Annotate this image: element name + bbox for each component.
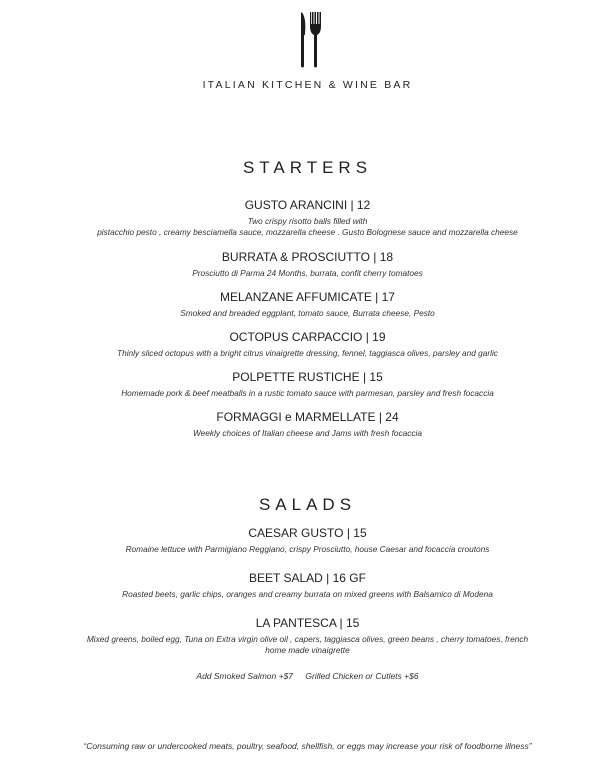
menu-item-name: FORMAGGI e MARMELLATE | 24 [216, 410, 399, 424]
menu-item-description-line: home made vinaigrette [265, 645, 350, 655]
menu-item-name: OCTOPUS CARPACCIO | 19 [229, 330, 386, 344]
menu-item-description-line: Mixed greens, boiled egg, Tuna on Extra virgin olive oil , capers, taggiasca olives, green beans , cherry tomatoes, french [86, 634, 529, 644]
menu-item [20, 290, 595, 319]
menu-item [20, 616, 595, 656]
menu-item [20, 330, 595, 359]
menu-item-name: LA PANTESCA | 15 [255, 616, 360, 630]
salad-addons [0, 671, 615, 681]
menu-item-description: Romaine lettuce with Parmigiano Reggiano, crispy Prosciutto, house Caesar and focaccia croutons [125, 544, 490, 554]
menu-item-description: Roasted beets, garlic chips, oranges and creamy burrata on mixed greens with Balsamico di Modena [122, 589, 493, 599]
menu-item [20, 571, 595, 600]
menu-item-description [20, 216, 595, 238]
menu-item-name: POLPETTE RUSTICHE | 15 [232, 370, 383, 384]
restaurant-tagline: ITALIAN KITCHEN & WINE BAR [202, 79, 413, 91]
menu-item-description: Weekly choices of Italian cheese and Jams with fresh focaccia [192, 428, 423, 438]
menu-item [20, 526, 595, 555]
menu-item-name: BURRATA & PROSCIUTTO | 18 [221, 250, 394, 264]
menu-item-description [20, 634, 595, 656]
food-safety-disclaimer: “Consuming raw or undercooked meats, poultry, seafood, shellfish, or eggs may increase your risk of foodborne illness” [83, 741, 532, 751]
menu-item [20, 370, 595, 399]
menu-item-name: BEET SALAD | 16 GF [249, 571, 366, 585]
starters-heading: STARTERS [242, 158, 373, 177]
menu-item [20, 198, 595, 238]
menu-item-description: Homemade pork & beef meatballs in a rustic tomato sauce with parmesan, parsley and fresh focaccia [121, 388, 494, 398]
menu-item-description: Thinly sliced octopus with a bright citrus vinaigrette dressing, fennel, taggiasca olives, parsley and garlic [117, 348, 498, 358]
addon-salmon: Add Smoked Salmon +$7 [196, 671, 294, 681]
menu-item-name: MELANZANE AFFUMICATE | 17 [220, 290, 395, 304]
salads-heading: SALADS [258, 495, 357, 514]
menu-item-description-line: pistacchio pesto , creamy besciamella sauce, mozzarella cheese . Gusto Bolognese sauce and mozzarella cheese [97, 227, 518, 237]
knife-fork-logo-icon [292, 10, 324, 70]
menu-item [20, 250, 595, 279]
addon-chicken: Grilled Chicken or Cutlets +$6 [305, 671, 419, 681]
menu-item [20, 410, 595, 439]
menu-item-name: GUSTO ARANCINI | 12 [244, 198, 371, 212]
menu-item-name: CAESAR GUSTO | 15 [248, 526, 367, 540]
menu-item-description: Smoked and breaded eggplant, tomato sauce, Burrata cheese, Pesto [180, 308, 435, 318]
menu-item-description-line: Two crispy risotto balls filled with [247, 216, 368, 226]
menu-item-description: Prosciutto di Parma 24 Months, burrata, confit cherry tomatoes [192, 268, 423, 278]
